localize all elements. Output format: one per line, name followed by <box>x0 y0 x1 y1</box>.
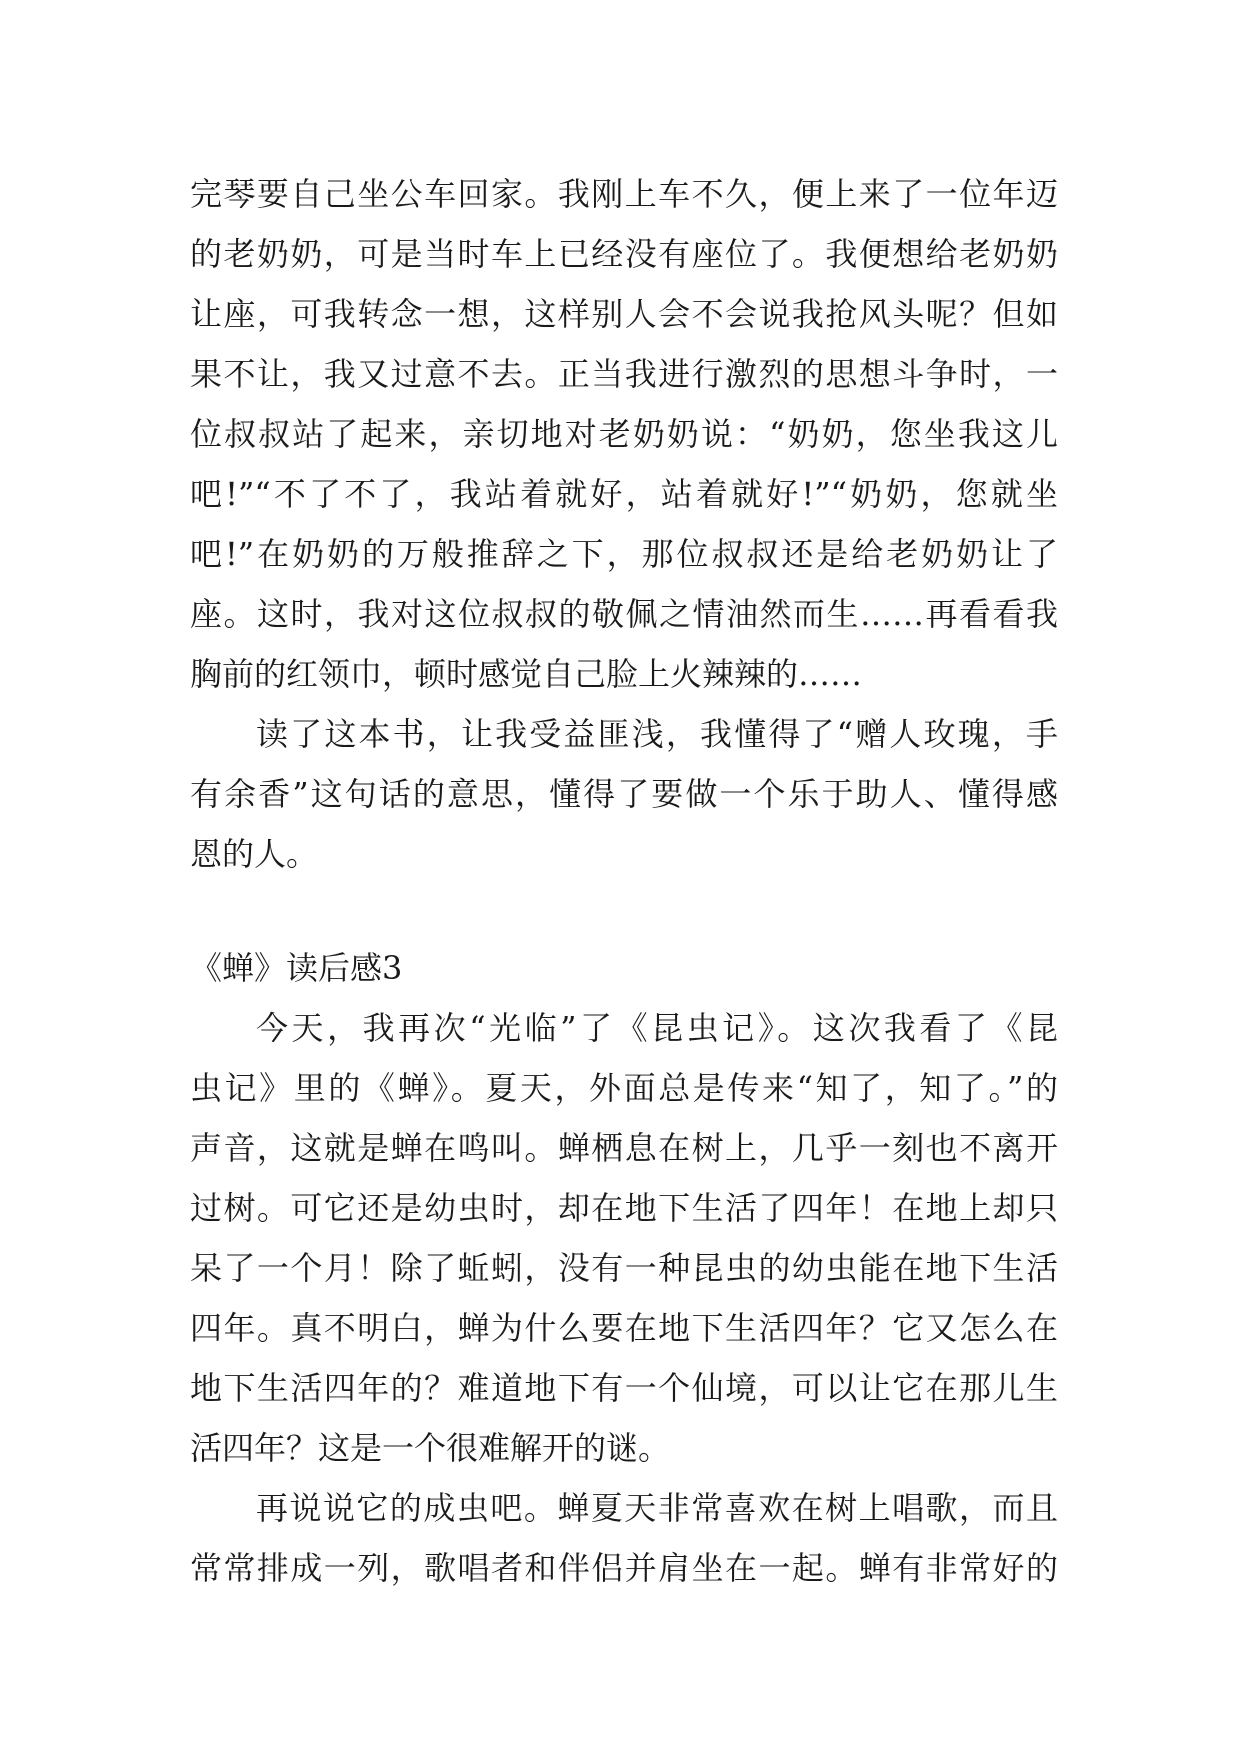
text-line: 过树。可它还是幼虫时，却在地下生活了四年！在地上却只 <box>190 1189 1058 1227</box>
text-line: 地下生活四年的？难道地下有一个仙境，可以让它在那儿生 <box>190 1369 1058 1407</box>
text-line: 座。这时，我对这位叔叔的敬佩之情油然而生……再看看我 <box>190 595 1058 633</box>
essay-title: 《蝉》读后感3 <box>190 949 403 987</box>
text-line: 有余香”这句话的意思，懂得了要做一个乐于助人、懂得感 <box>190 775 1058 813</box>
text-line: 呆了一个月！除了蚯蚓，没有一种昆虫的幼虫能在地下生活 <box>190 1249 1058 1287</box>
text-line: 虫记》里的《蝉》。夏天，外面总是传来“知了，知了。”的 <box>190 1069 1058 1107</box>
text-line: 的老奶奶，可是当时车上已经没有座位了。我便想给老奶奶 <box>190 235 1058 273</box>
text-line: 四年。真不明白，蝉为什么要在地下生活四年？它又怎么在 <box>190 1309 1058 1347</box>
text-line: 读了这本书，让我受益匪浅，我懂得了“赠人玫瑰，手 <box>256 715 1058 753</box>
text-line: 声音，这就是蝉在鸣叫。蝉栖息在树上，几乎一刻也不离开 <box>190 1129 1058 1167</box>
text-line: 吧!”“不了不了，我站着就好，站着就好!”“奶奶，您就坐 <box>190 475 1058 513</box>
text-line: 完琴要自己坐公车回家。我刚上车不久，便上来了一位年迈 <box>190 175 1058 213</box>
paragraph <box>190 1478 1058 1598</box>
text-line: 让座，可我转念一想，这样别人会不会说我抢风头呢？但如 <box>190 295 1058 333</box>
text-line: 今天，我再次“光临”了《昆虫记》。这次我看了《昆 <box>256 1009 1058 1047</box>
paragraph <box>190 704 1058 884</box>
text-line: 位叔叔站了起来，亲切地对老奶奶说：“奶奶，您坐我这儿 <box>190 415 1058 453</box>
text-line: 果不让，我又过意不去。正当我进行激烈的思想斗争时，一 <box>190 355 1058 393</box>
paragraph <box>190 998 1058 1478</box>
text-line: 活四年？这是一个很难解开的谜。 <box>190 1429 671 1467</box>
text-line: 吧!”在奶奶的万般推辞之下，那位叔叔还是给老奶奶让了 <box>190 535 1058 573</box>
text-line: 常常排成一列，歌唱者和伴侣并肩坐在一起。蝉有非常好的 <box>190 1549 1058 1587</box>
text-line: 再说说它的成虫吧。蝉夏天非常喜欢在树上唱歌，而且 <box>256 1489 1058 1527</box>
paragraph <box>190 164 1058 704</box>
text-line: 恩的人。 <box>190 835 319 873</box>
text-line: 胸前的红领巾，顿时感觉自己脸上火辣辣的…… <box>190 655 863 693</box>
document-body <box>190 164 1058 1598</box>
